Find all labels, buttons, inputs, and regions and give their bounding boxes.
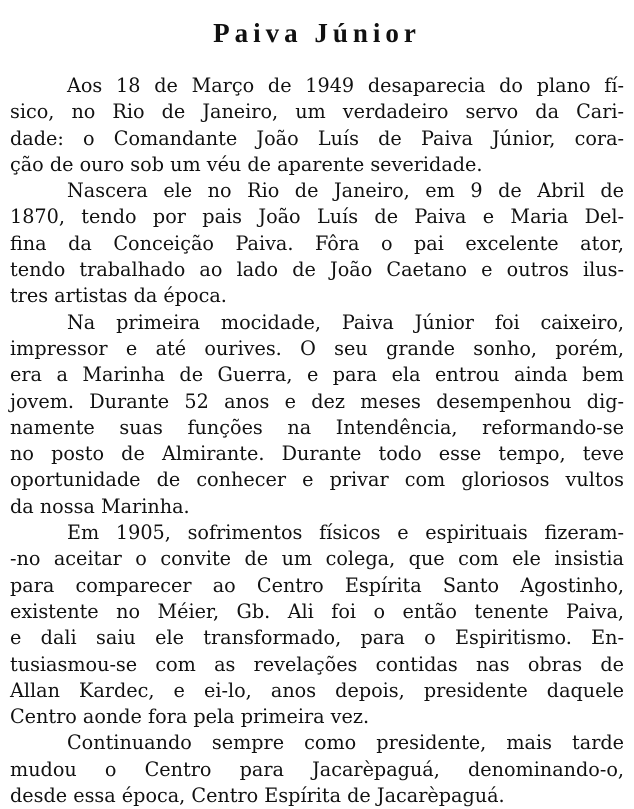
text-line: da nossa Marinha. — [10, 494, 190, 518]
paragraph — [10, 310, 624, 520]
text-line: no posto de Almirante. Durante todo esse tempo, teve — [10, 442, 624, 466]
text-line: era a Marinha de Guerra, e para ela entrou ainda bem — [10, 363, 624, 387]
text-line: oportunidade de conhecer e privar com gloriosos vultos — [10, 468, 624, 492]
text-line: mudou o Centro para Jacarèpaguá, denominando-o, — [10, 757, 624, 781]
text-line: tendo trabalhado ao lado de João Caetano e outros ilus- — [10, 258, 624, 282]
text-line: e dali saiu ele transformado, para o Espiritismo. En- — [10, 626, 624, 650]
text-line: Allan Kardec, e ei-lo, anos depois, presidente daquele — [10, 678, 624, 702]
document-title: Paiva Júnior — [213, 18, 421, 48]
text-line: fina da Conceição Paiva. Fôra o pai excelente ator, — [10, 231, 624, 255]
text-line: Nascera ele no Rio de Janeiro, em 9 de Abril de — [67, 179, 624, 203]
text-line: 1870, tendo por pais João Luís de Paiva e Maria Del- — [10, 205, 624, 229]
text-line: ção de ouro sob um véu de aparente severidade. — [10, 152, 483, 176]
paragraph — [10, 730, 624, 809]
text-line: para comparecer ao Centro Espírita Santo Agostinho, — [10, 573, 624, 597]
text-line: Continuando sempre como presidente, mais tarde — [67, 731, 624, 755]
text-line: namente suas funções na Intendência, reformando-se — [10, 415, 624, 439]
text-line: impressor e até ourives. O seu grande sonho, porém, — [10, 336, 624, 360]
text-line: Aos 18 de Março de 1949 desaparecia do plano fí- — [67, 74, 624, 97]
text-line: desde essa época, Centro Espírita de Jacarèpaguá. — [10, 784, 505, 808]
paragraph — [10, 178, 624, 309]
text-line: tres artistas da época. — [10, 284, 227, 308]
text-line: -no aceitar o convite de um colega, que com ele insistia — [10, 547, 624, 571]
paragraph — [10, 520, 624, 730]
text-line: sico, no Rio de Janeiro, um verdadeiro servo da Cari- — [10, 100, 624, 124]
text-line: jovem. Durante 52 anos e dez meses desempenhou dig- — [10, 389, 624, 413]
text-line: Na primeira mocidade, Paiva Júnior foi caixeiro, — [67, 310, 624, 334]
document-body — [10, 73, 624, 809]
paragraph — [10, 73, 624, 178]
text-line: Em 1905, sofrimentos físicos e espirituais fizeram- — [67, 521, 624, 545]
text-line: Centro aonde fora pela primeira vez. — [10, 705, 370, 729]
text-line: dade: o Comandante João Luís de Paiva Júnior, cora- — [10, 126, 624, 150]
text-line: tusiasmou-se com as revelações contidas nas obras de — [10, 652, 624, 676]
text-line: existente no Méier, Gb. Ali foi o então tenente Paiva, — [10, 599, 624, 623]
